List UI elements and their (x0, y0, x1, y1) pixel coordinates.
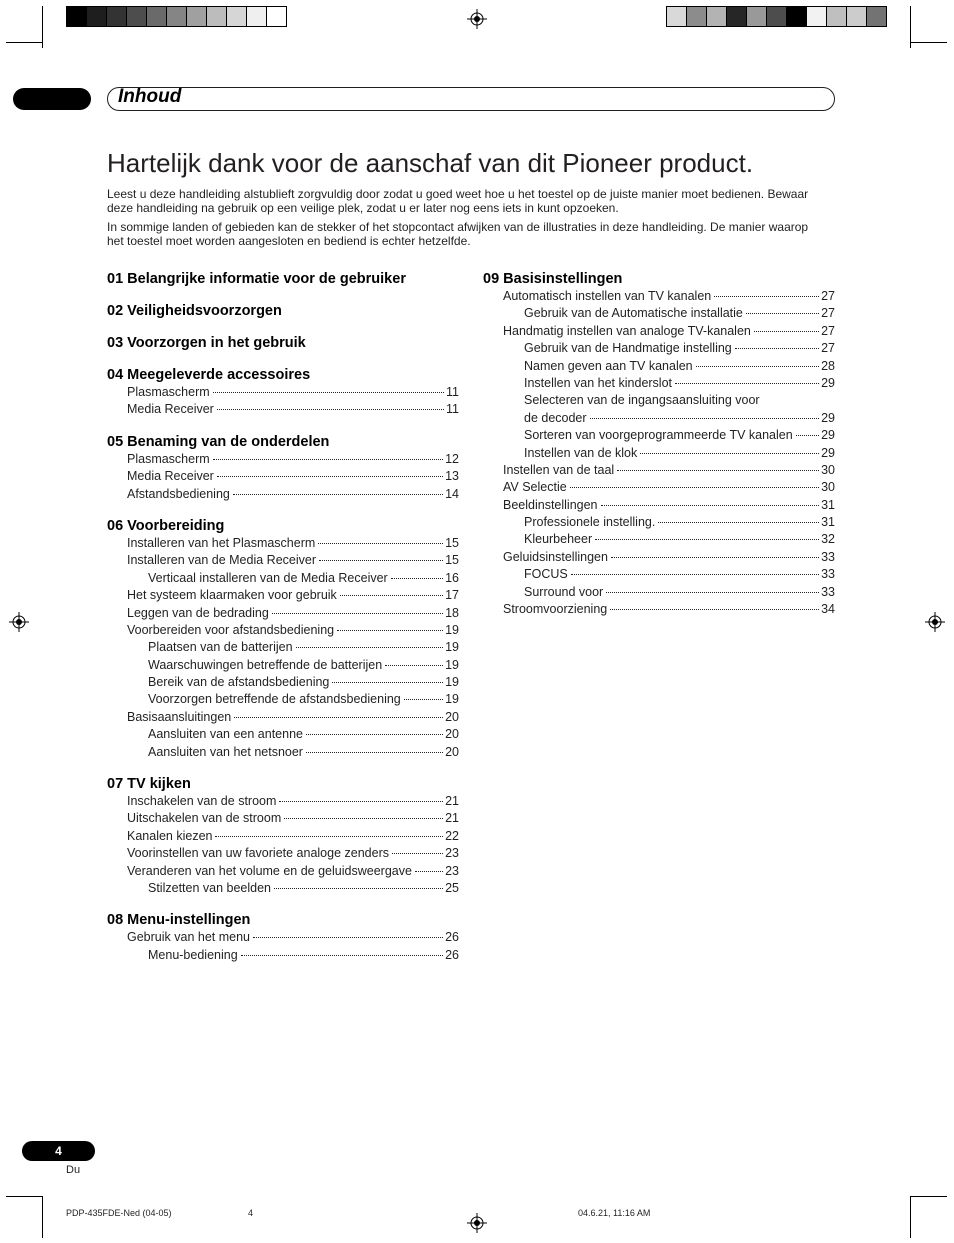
toc-page-number: 11 (446, 385, 459, 399)
slug-date: 04.6.21, 11:16 AM (578, 1208, 651, 1218)
toc-entry-label: Surround voor (524, 584, 604, 599)
toc-entry[interactable] (483, 445, 835, 462)
toc-page-number: 21 (445, 794, 459, 809)
toc-entry-label: Leggen van de bedrading (127, 605, 269, 620)
toc-page-number: 21 (445, 811, 459, 826)
color-swatch (827, 7, 847, 26)
toc-leader-dots (213, 392, 444, 393)
toc-entry[interactable] (483, 566, 835, 583)
toc-entry[interactable] (483, 288, 835, 305)
page-title: Hartelijk dank voor de aanschaf van dit Pioneer product. (107, 148, 754, 178)
toc-entry[interactable] (483, 479, 835, 496)
color-swatch (207, 7, 227, 26)
toc-leader-dots (746, 313, 819, 314)
toc-entry-label: Kleurbeheer (524, 532, 593, 547)
color-swatch (187, 7, 207, 26)
toc-page-number: 27 (821, 323, 835, 338)
slug-page: 4 (248, 1208, 254, 1218)
toc-leader-dots (391, 578, 443, 579)
toc-entry-label: Beeldinstellingen (503, 497, 598, 512)
color-swatch (867, 7, 886, 26)
toc-page-number: 25 (445, 880, 459, 895)
toc-entry-label: Voorinstellen van uw favoriete analoge zenders (127, 846, 389, 861)
registration-mark-icon (467, 1213, 487, 1233)
toc-entry[interactable] (107, 535, 459, 552)
toc-leader-dots (404, 699, 443, 700)
toc-page-number: 19 (445, 622, 459, 637)
toc-entry[interactable] (107, 880, 459, 897)
toc-entry[interactable] (107, 845, 459, 862)
toc-spacer (107, 503, 459, 517)
header-bar (107, 87, 835, 111)
toc-leader-dots (754, 331, 819, 332)
toc-page-number: 31 (821, 515, 835, 530)
toc-section-heading[interactable]: 01 Belangrijke informatie voor de gebruiker (107, 271, 406, 287)
toc-page-number: 23 (445, 863, 459, 878)
toc-entry-label: Aansluiten van het netsnoer (148, 744, 303, 759)
toc-entry[interactable] (107, 929, 459, 946)
toc-entry-label: AV Selectie (503, 480, 567, 495)
toc-leader-dots (213, 459, 443, 460)
toc-leader-dots (658, 522, 819, 523)
toc-entry-label: Het systeem klaarmaken voor gebruik (127, 588, 337, 603)
toc-entry-label: Professionele instelling. (524, 515, 656, 530)
toc-entry-label: Verticaal installeren van de Media Receiver (148, 570, 388, 585)
toc-page-number: 19 (445, 675, 459, 690)
toc-entry[interactable] (483, 375, 835, 392)
toc-leader-dots (233, 494, 443, 495)
toc-leader-dots (617, 470, 819, 471)
toc-entry-label: Veranderen van het volume en de geluidsweergave (127, 863, 412, 878)
toc-entry-label: Kanalen kiezen (127, 828, 213, 843)
toc-leader-dots (319, 560, 443, 561)
color-bar-right (666, 6, 887, 27)
toc-page-number: 19 (445, 640, 459, 655)
toc-entry-label: Uitschakelen van de stroom (127, 811, 282, 826)
toc-entry-label: Gebruik van het menu (127, 930, 250, 945)
toc-entry-label: Plasmascherm (127, 385, 210, 399)
toc-page-number: 27 (821, 289, 835, 303)
toc-entry[interactable] (483, 514, 835, 531)
toc-entry[interactable] (483, 340, 835, 357)
toc-spacer (107, 761, 459, 775)
toc-leader-dots (796, 435, 819, 436)
toc-entry-label: Sorteren van voorgeprogrammeerde TV kanalen (524, 428, 793, 443)
toc-leader-dots (215, 836, 443, 837)
toc-page-number: 20 (445, 727, 459, 742)
toc-entry[interactable] (107, 810, 459, 827)
toc-page-number: 23 (445, 846, 459, 861)
toc-page-number: 29 (821, 445, 835, 460)
toc-leader-dots (595, 539, 819, 540)
toc-leader-dots (253, 937, 443, 938)
toc-leader-dots (640, 453, 819, 454)
registration-mark-icon (9, 612, 29, 632)
toc-spacer (107, 897, 459, 911)
toc-entry-label: Plasmascherm (127, 451, 210, 466)
toc-entry[interactable] (107, 709, 459, 726)
toc-entry[interactable] (107, 744, 459, 761)
toc-leader-dots (306, 752, 443, 753)
toc-page-number: 20 (445, 709, 459, 724)
toc-leader-dots (735, 348, 819, 349)
toc-page-number: 15 (445, 553, 459, 568)
toc-page-number: 33 (821, 567, 835, 582)
toc-entry-label: de decoder (524, 410, 587, 425)
intro-paragraph: Leest u deze handleiding alstublieft zorgvuldig door zodat u goed weet hoe u het toestel op de juiste manier moet bedienen. Bewaar deze handleiding na gebruik op een veilige plek, zodat u er later nog eens iets in kunt opzoeken. (107, 187, 809, 215)
toc-page-number: 26 (445, 947, 459, 962)
language-code: Du (66, 1164, 81, 1176)
toc-leader-dots (570, 487, 819, 488)
color-swatch (807, 7, 827, 26)
toc-page-number: 30 (821, 462, 835, 477)
toc-entry-label: Bereik van de afstandsbediening (148, 675, 330, 690)
toc-leader-dots (714, 296, 819, 297)
toc-entry[interactable] (483, 584, 835, 601)
toc-section-heading[interactable]: 08 Menu-instellingen (107, 912, 251, 929)
toc-leader-dots (675, 383, 819, 384)
toc-entry[interactable] (107, 451, 459, 468)
toc-entry[interactable] (107, 587, 459, 604)
toc-entry-label: Stilzetten van beelden (148, 880, 272, 895)
toc-entry[interactable] (483, 601, 835, 618)
toc-entry[interactable] (107, 622, 459, 639)
toc-entry-label: Voorzorgen betreffende de afstandsbediening (148, 692, 401, 707)
toc-entry[interactable] (107, 552, 459, 569)
toc-entry[interactable] (107, 947, 459, 964)
toc-spacer (107, 320, 459, 334)
toc-leader-dots (306, 734, 443, 735)
toc-leader-dots (284, 818, 443, 819)
toc-section-heading[interactable]: 07 TV kijken (107, 776, 191, 793)
color-swatch (107, 7, 127, 26)
toc-entry[interactable] (107, 674, 459, 691)
toc-entry-label: Voorbereiden voor afstandsbediening (127, 622, 335, 637)
color-swatch (167, 7, 187, 26)
toc-leader-dots (696, 366, 819, 367)
toc-page-number: 33 (821, 584, 835, 599)
toc-page-number: 29 (821, 410, 835, 425)
toc-leader-dots (337, 630, 443, 631)
registration-mark-icon (467, 9, 487, 29)
toc-entry-label: Stroomvoorziening (503, 602, 608, 617)
toc-page-number: 20 (445, 744, 459, 759)
toc-entry[interactable] (107, 468, 459, 485)
toc-page-number: 33 (821, 549, 835, 564)
color-swatch (707, 7, 727, 26)
toc-leader-dots (340, 595, 443, 596)
toc-entry[interactable] (483, 462, 835, 479)
toc-entry-label: Automatisch instellen van TV kanalen (503, 289, 712, 303)
toc-entry[interactable] (483, 427, 835, 444)
toc-page-number: 30 (821, 480, 835, 495)
toc-entry[interactable] (483, 531, 835, 548)
toc-leader-dots (332, 682, 443, 683)
toc-entry[interactable] (107, 657, 459, 674)
toc-page-number: 32 (821, 532, 835, 547)
toc-page-number: 29 (821, 375, 835, 390)
toc-leader-dots (415, 871, 443, 872)
toc-section-heading[interactable]: 06 Voorbereiding (107, 517, 225, 534)
toc-page-number: 28 (821, 358, 835, 373)
toc-page-number: 12 (445, 451, 459, 466)
toc-entry[interactable] (483, 358, 835, 375)
toc-leader-dots (296, 647, 444, 648)
toc-leader-dots (590, 418, 820, 419)
toc-entry[interactable] (107, 726, 459, 743)
slug-file: PDP-435FDE-Ned (04-05) (66, 1208, 172, 1218)
toc-leader-dots (274, 888, 443, 889)
toc-page-number: 18 (445, 605, 459, 620)
toc-entry[interactable] (107, 828, 459, 845)
toc-section-heading[interactable]: 02 Veiligheidsvoorzorgen (107, 303, 282, 319)
toc-entry[interactable] (107, 605, 459, 622)
toc-entry-label: Handmatig instellen van analoge TV-kanalen (503, 323, 751, 338)
color-swatch (227, 7, 247, 26)
toc-entry-label: Geluidsinstellingen (503, 549, 608, 564)
color-swatch (67, 7, 87, 26)
toc-entry-label: Installeren van het Plasmascherm (127, 535, 316, 550)
toc-page-number: 27 (821, 341, 835, 356)
toc-page-number: 34 (821, 602, 835, 617)
toc-section-heading[interactable]: 05 Benaming van de onderdelen (107, 433, 330, 450)
toc-entry[interactable] (483, 323, 835, 340)
color-swatch (847, 7, 867, 26)
toc-entry-label: Instellen van de taal (503, 462, 615, 477)
toc-page-number: 31 (821, 497, 835, 512)
toc-leader-dots (279, 801, 443, 802)
toc-entry[interactable] (483, 410, 835, 427)
toc-entry-continued[interactable]: Selecteren van de ingangsaansluiting voor (524, 393, 760, 408)
toc-page-number: 14 (445, 486, 459, 501)
color-swatch (267, 7, 286, 26)
toc-leader-dots (392, 853, 443, 854)
toc-entry-label: Gebruik van de Handmatige instelling (524, 341, 732, 356)
toc-leader-dots (318, 543, 443, 544)
toc-leader-dots (217, 409, 444, 410)
toc-page-number: 19 (445, 657, 459, 672)
toc-leader-dots (601, 505, 820, 506)
toc-entry-label: Menu-bediening (148, 947, 238, 962)
toc-leader-dots (611, 557, 819, 558)
toc-page-number: 27 (821, 306, 835, 321)
color-swatch (747, 7, 767, 26)
toc-entry-label: Instellen van de klok (524, 445, 638, 460)
color-bar-left (66, 6, 287, 27)
toc-page-number: 15 (445, 535, 459, 550)
toc-leader-dots (241, 955, 443, 956)
toc-entry-label: Plaatsen van de batterijen (148, 640, 293, 655)
toc-entry-label: Aansluiten van een antenne (148, 727, 303, 742)
toc-entry-label: Namen geven aan TV kanalen (524, 358, 693, 373)
section-title: Inhoud (118, 86, 182, 107)
toc-leader-dots (606, 592, 819, 593)
toc-entry-label: Installeren van de Media Receiver (127, 553, 316, 568)
toc-section-heading[interactable]: 03 Voorzorgen in het gebruik (107, 335, 306, 351)
toc-entry[interactable] (107, 691, 459, 708)
color-swatch (247, 7, 267, 26)
toc-entry[interactable] (107, 401, 459, 418)
toc-spacer (107, 419, 459, 433)
page-number: 4 (22, 1141, 95, 1161)
toc-entry[interactable] (107, 793, 459, 810)
toc-entry[interactable] (107, 863, 459, 880)
color-swatch (127, 7, 147, 26)
toc-leader-dots (385, 665, 443, 666)
toc-section-heading[interactable]: 04 Meegeleverde accessoires (107, 367, 311, 383)
toc-leader-dots (234, 717, 443, 718)
color-swatch (687, 7, 707, 26)
toc-page-number: 26 (445, 930, 459, 945)
toc-entry-label: Inschakelen van de stroom (127, 794, 277, 809)
color-swatch (767, 7, 787, 26)
color-swatch (787, 7, 807, 26)
toc-entry[interactable] (107, 486, 459, 503)
registration-mark-icon (925, 612, 945, 632)
toc-entry-label: Instellen van het kinderslot (524, 375, 673, 390)
toc-leader-dots (610, 609, 819, 610)
toc-leader-dots (571, 574, 819, 575)
toc-page-number: 19 (445, 692, 459, 707)
toc-entry[interactable] (107, 384, 459, 401)
toc-leader-dots (272, 613, 443, 614)
toc-page-number: 16 (445, 570, 459, 585)
toc-column-left (107, 270, 459, 964)
toc-entry[interactable] (107, 570, 459, 587)
toc-entry-label: Basisaansluitingen (127, 709, 232, 724)
toc-spacer (107, 352, 459, 366)
color-swatch (147, 7, 167, 26)
toc-entry-label: Media Receiver (127, 402, 214, 417)
toc-entry-label: FOCUS (524, 567, 568, 582)
toc-entry-label: Afstandsbediening (127, 486, 230, 501)
toc-page-number: 17 (445, 588, 459, 603)
color-swatch (667, 7, 687, 26)
toc-entry[interactable] (483, 305, 835, 322)
toc-entry-label: Media Receiver (127, 469, 214, 484)
toc-entry[interactable] (107, 639, 459, 656)
color-swatch (727, 7, 747, 26)
toc-column-right (483, 270, 835, 618)
toc-page-number: 29 (821, 428, 835, 443)
toc-page-number: 11 (446, 402, 459, 417)
toc-section-heading[interactable]: 09 Basisinstellingen (483, 271, 623, 287)
toc-page-number: 22 (445, 828, 459, 843)
toc-entry[interactable] (483, 549, 835, 566)
chapter-tab (13, 88, 91, 110)
toc-entry-label: Gebruik van de Automatische installatie (524, 306, 743, 321)
toc-entry-label: Waarschuwingen betreffende de batterijen (148, 657, 383, 672)
intro-paragraph: In sommige landen of gebieden kan de stekker of het stopcontact afwijken van de illustraties in deze handleiding. De manier waarop het toestel moet worden aangesloten en bediend is echter hetzelfde. (107, 220, 809, 248)
toc-spacer (107, 288, 459, 302)
toc-leader-dots (217, 476, 443, 477)
color-swatch (87, 7, 107, 26)
toc-page-number: 13 (445, 469, 459, 484)
toc-entry[interactable] (483, 497, 835, 514)
